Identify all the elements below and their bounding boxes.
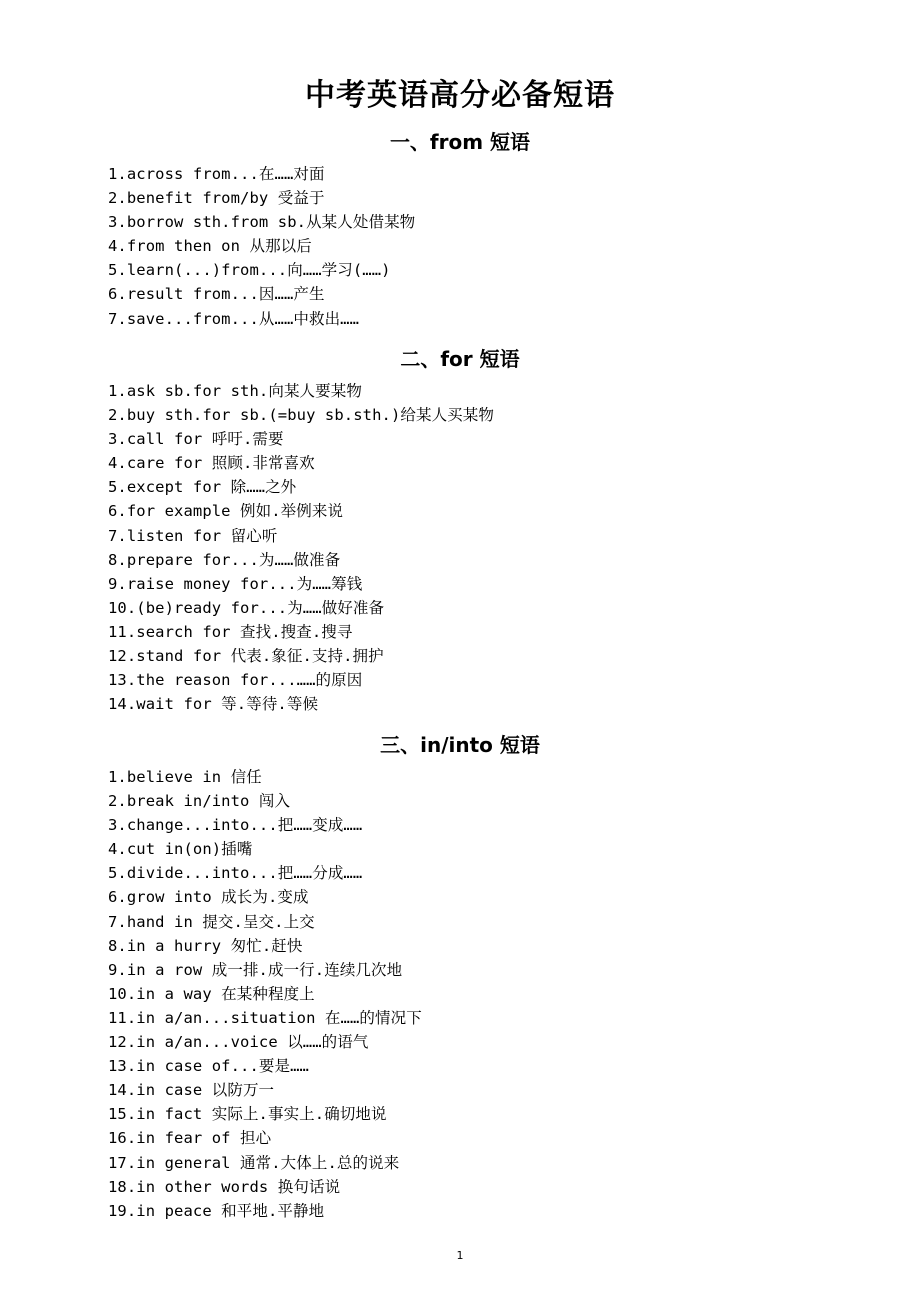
phrase-list-in-into: [0, 765, 920, 1223]
phrase-item: 4.cut in(on)插嘴: [108, 840, 253, 859]
phrase-item: 3.borrow sth.from sb.从某人处借某物: [108, 213, 416, 232]
phrase-item: 4.care for 照顾.非常喜欢: [108, 454, 315, 473]
section-heading-for: 二、for 短语: [400, 347, 520, 371]
document-title: 中考英语高分必备短语: [305, 78, 615, 113]
phrase-item: 8.in a hurry 匆忙.赶快: [108, 936, 303, 955]
phrase-item: 3.change...into...把……变成……: [108, 816, 363, 835]
phrase-item: 2.break in/into 闯入: [108, 792, 291, 811]
phrase-item: 12.stand for 代表.象征.支持.拥护: [108, 647, 384, 666]
phrase-list-from: [0, 162, 920, 331]
phrase-item: 6.result from...因……产生: [108, 285, 325, 304]
section-heading-in-into: 三、in/into 短语: [380, 733, 540, 757]
phrase-item: 1.ask sb.for sth.向某人要某物: [108, 382, 362, 400]
phrase-item: 12.in a/an...voice 以……的语气: [108, 1033, 369, 1052]
phrase-item: 16.in fear of 担心: [108, 1129, 272, 1148]
phrase-item: 6.for example 例如.举例来说: [108, 502, 344, 521]
phrase-item: 14.wait for 等.等待.等候: [108, 695, 319, 714]
phrase-item: 5.except for 除……之外: [108, 478, 297, 497]
page-number: 1: [456, 1249, 464, 1262]
phrase-list-for: [0, 379, 920, 716]
phrase-item: 13.the reason for...……的原因: [108, 671, 363, 690]
section-in-into: [0, 729, 920, 1223]
phrase-item: 8.prepare for...为……做准备: [108, 550, 341, 569]
phrase-item: 7.hand in 提交.呈交.上交: [108, 912, 315, 931]
phrase-item: 14.in case 以防万一: [108, 1081, 275, 1100]
phrase-item: 7.save...from...从……中救出……: [108, 309, 360, 328]
phrase-item: 4.from then on 从那以后: [108, 237, 312, 256]
phrase-item: 1.believe in 信任: [108, 768, 262, 786]
phrase-item: 5.learn(...)from...向……学习(……): [108, 261, 391, 280]
phrase-item: 11.search for 查找.搜查.搜寻: [108, 622, 353, 641]
phrase-item: 18.in other words 换句话说: [108, 1177, 341, 1196]
phrase-item: 9.in a row 成一排.成一行.连续几次地: [108, 960, 403, 979]
phrase-item: 15.in fact 实际上.事实上.确切地说: [108, 1105, 387, 1124]
phrase-item: 3.call for 呼吁.需要: [108, 430, 284, 449]
phrase-item: 2.buy sth.for sb.(=buy sb.sth.)给某人买某物: [108, 406, 494, 425]
section-from: [0, 126, 920, 331]
phrase-item: 7.listen for 留心听: [108, 526, 278, 545]
section-heading-from: 一、from 短语: [389, 130, 531, 154]
phrase-item: 11.in a/an...situation 在……的情况下: [108, 1008, 422, 1027]
phrase-item: 17.in general 通常.大体上.总的说来: [108, 1153, 400, 1172]
phrase-item: 10.(be)ready for...为……做好准备: [108, 598, 385, 617]
phrase-item: 13.in case of...要是……: [108, 1057, 309, 1076]
phrase-item: 2.benefit from/by 受益于: [108, 189, 325, 208]
phrase-item: 10.in a way 在某种程度上: [108, 984, 315, 1003]
phrase-item: 1.across from...在……对面: [108, 165, 325, 183]
phrase-item: 6.grow into 成长为.变成: [108, 888, 309, 907]
section-for: [0, 343, 920, 716]
phrase-item: 9.raise money for...为……筹钱: [108, 574, 363, 593]
phrase-item: 19.in peace 和平地.平静地: [108, 1201, 325, 1220]
phrase-item: 5.divide...into...把……分成……: [108, 864, 363, 883]
